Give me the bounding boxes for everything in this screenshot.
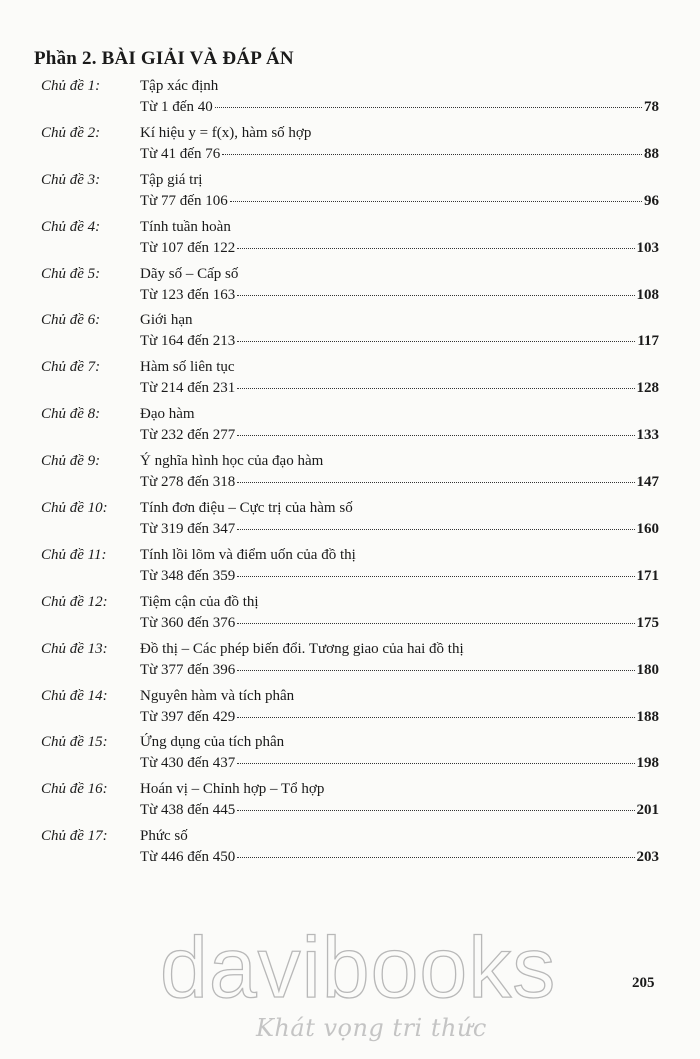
topic-range-line xyxy=(140,380,659,397)
problem-range: Từ 446 đến 450 xyxy=(140,849,236,866)
toc-entry xyxy=(0,781,700,828)
topic-range-line xyxy=(140,755,659,772)
topic-label: Chủ đề 15: xyxy=(41,734,108,751)
problem-range: Từ 1 đến 40 xyxy=(140,99,213,115)
topic-label: Chủ đề 8: xyxy=(41,406,101,423)
toc-page-number: 171 xyxy=(636,567,659,584)
topic-range-line xyxy=(140,193,659,210)
topic-range-line xyxy=(140,240,659,257)
toc-entry xyxy=(0,734,700,781)
topic-label: Chủ đề 9: xyxy=(41,453,101,470)
table-of-contents xyxy=(0,78,700,875)
toc-page-number: 188 xyxy=(636,708,659,725)
problem-range: Từ 77 đến 106 xyxy=(140,192,228,209)
topic-range-line xyxy=(140,427,659,444)
toc-page-number: 203 xyxy=(636,849,659,866)
problem-range: Từ 438 đến 445 xyxy=(140,802,236,819)
topic-title: Tính lồi lõm và điểm uốn của đồ thị xyxy=(140,546,356,563)
dot-leader xyxy=(237,435,634,436)
toc-page-number: 198 xyxy=(636,755,659,772)
dot-leader xyxy=(215,107,642,108)
toc-entry xyxy=(0,547,700,594)
toc-page-number: 108 xyxy=(636,286,659,303)
watermark-logo: davibooks xyxy=(160,920,557,1016)
toc-page-number: 147 xyxy=(636,474,659,491)
topic-range-line xyxy=(140,802,659,819)
topic-range-line xyxy=(140,662,659,679)
problem-range: Từ 430 đến 437 xyxy=(140,755,236,772)
dot-leader xyxy=(222,154,642,155)
topic-title: Tập giá trị xyxy=(140,171,203,188)
problem-range: Từ 319 đến 347 xyxy=(140,521,236,538)
topic-label: Chủ đề 12: xyxy=(41,593,108,610)
topic-range-line xyxy=(140,568,659,585)
topic-label: Chủ đề 3: xyxy=(41,171,101,188)
topic-label: Chủ đề 17: xyxy=(41,828,108,845)
toc-page-number: 160 xyxy=(636,521,659,538)
problem-range: Từ 348 đến 359 xyxy=(140,567,236,584)
section-title: Phần 2. BÀI GIẢI VÀ ĐÁP ÁN xyxy=(34,48,294,69)
problem-range: Từ 377 đến 396 xyxy=(140,661,236,678)
toc-page-number: 133 xyxy=(636,427,659,444)
topic-title: Tiệm cận của đồ thị xyxy=(140,593,259,610)
topic-title: Tính tuần hoàn xyxy=(140,218,231,235)
dot-leader xyxy=(237,341,635,342)
topic-range-line xyxy=(140,709,659,726)
dot-leader xyxy=(237,576,634,577)
topic-title: Đồ thị – Các phép biến đổi. Tương giao của hai đồ thị xyxy=(140,640,464,657)
page-number: 205 xyxy=(632,975,655,991)
toc-page-number: 117 xyxy=(637,333,659,350)
toc-page-number: 175 xyxy=(636,614,659,631)
topic-title: Hoán vị – Chỉnh hợp – Tổ hợp xyxy=(140,781,325,798)
topic-label: Chủ đề 10: xyxy=(41,500,108,517)
topic-label: Chủ đề 7: xyxy=(41,359,101,376)
toc-entry xyxy=(0,219,700,266)
topic-label: Chủ đề 6: xyxy=(41,312,101,329)
dot-leader xyxy=(237,248,634,249)
dot-leader xyxy=(237,670,634,671)
dot-leader xyxy=(237,717,634,718)
toc-entry xyxy=(0,453,700,500)
topic-range-line xyxy=(140,615,659,632)
topic-range-line xyxy=(140,333,659,350)
toc-page-number: 180 xyxy=(636,661,659,678)
problem-range: Từ 214 đến 231 xyxy=(140,380,236,397)
topic-range-line xyxy=(140,99,659,116)
problem-range: Từ 397 đến 429 xyxy=(140,708,236,725)
topic-range-line xyxy=(140,521,659,538)
toc-entry xyxy=(0,125,700,172)
topic-title: Phức số xyxy=(140,828,188,845)
dot-leader xyxy=(237,857,634,858)
problem-range: Từ 278 đến 318 xyxy=(140,474,236,491)
dot-leader xyxy=(237,810,634,811)
dot-leader xyxy=(237,623,634,624)
topic-label: Chủ đề 14: xyxy=(41,687,108,704)
topic-title: Ý nghĩa hình học của đạo hàm xyxy=(140,453,324,470)
toc-page-number: 201 xyxy=(636,802,659,819)
watermark-tagline: Khát vọng tri thức xyxy=(256,1014,487,1042)
toc-entry xyxy=(0,266,700,313)
dot-leader xyxy=(237,388,634,389)
problem-range: Từ 232 đến 277 xyxy=(140,427,236,444)
topic-title: Hàm số liên tục xyxy=(140,359,235,376)
topic-title: Kí hiệu y = f(x), hàm số hợp xyxy=(140,124,312,141)
toc-entry xyxy=(0,78,700,125)
dot-leader xyxy=(237,482,634,483)
dot-leader xyxy=(237,529,634,530)
toc-entry xyxy=(0,688,700,735)
topic-range-line xyxy=(140,146,659,163)
topic-range-line xyxy=(140,849,659,866)
topic-label: Chủ đề 4: xyxy=(41,218,101,235)
topic-title: Tập xác định xyxy=(140,78,219,94)
topic-title: Ứng dụng của tích phân xyxy=(140,734,285,751)
topic-label: Chủ đề 2: xyxy=(41,124,101,141)
problem-range: Từ 360 đến 376 xyxy=(140,614,236,631)
toc-entry xyxy=(0,828,700,875)
toc-entry xyxy=(0,594,700,641)
topic-title: Đạo hàm xyxy=(140,406,195,423)
topic-title: Tính đơn điệu – Cực trị của hàm số xyxy=(140,500,353,517)
toc-entry xyxy=(0,359,700,406)
problem-range: Từ 107 đến 122 xyxy=(140,239,236,256)
topic-label: Chủ đề 16: xyxy=(41,781,108,798)
dot-leader xyxy=(237,763,634,764)
toc-entry xyxy=(0,641,700,688)
topic-title: Giới hạn xyxy=(140,312,193,329)
problem-range: Từ 123 đến 163 xyxy=(140,286,236,303)
topic-label: Chủ đề 5: xyxy=(41,265,101,282)
toc-entry xyxy=(0,172,700,219)
topic-range-line xyxy=(140,474,659,491)
problem-range: Từ 41 đến 76 xyxy=(140,145,221,162)
dot-leader xyxy=(230,201,642,202)
dot-leader xyxy=(237,295,634,296)
problem-range: Từ 164 đến 213 xyxy=(140,333,236,350)
toc-entry xyxy=(0,500,700,547)
toc-page-number: 128 xyxy=(636,380,659,397)
topic-title: Nguyên hàm và tích phân xyxy=(140,687,295,704)
topic-label: Chủ đề 13: xyxy=(41,640,108,657)
toc-entry xyxy=(0,406,700,453)
topic-label: Chủ đề 1: xyxy=(41,78,101,94)
toc-page-number: 96 xyxy=(644,192,659,209)
toc-entry xyxy=(0,312,700,359)
topic-label: Chủ đề 11: xyxy=(41,546,107,563)
toc-page-number: 78 xyxy=(644,99,659,115)
toc-page-number: 103 xyxy=(636,239,659,256)
toc-page-number: 88 xyxy=(644,145,659,162)
topic-range-line xyxy=(140,287,659,304)
topic-title: Dãy số – Cấp số xyxy=(140,265,239,282)
